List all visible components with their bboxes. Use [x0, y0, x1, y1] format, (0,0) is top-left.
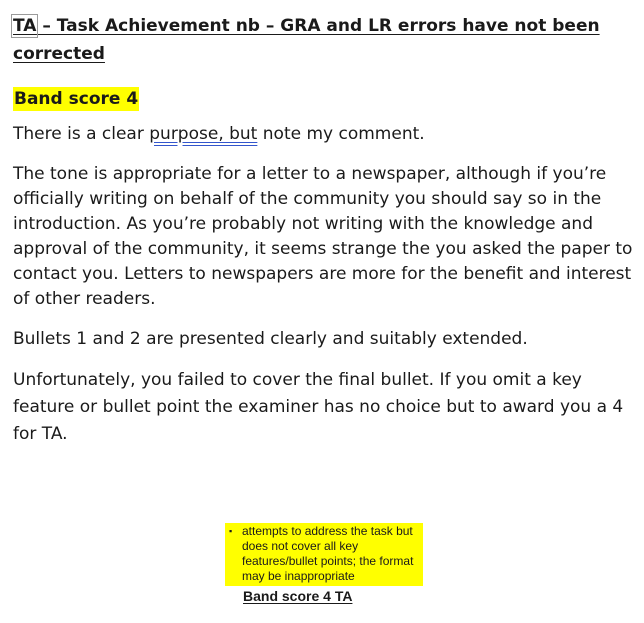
band-score-label: Band score 4: [14, 89, 139, 109]
document-body: [13, 12, 633, 448]
heading-rest: – Task Achievement nb – GRA and LR errors have not been corrected: [13, 16, 600, 64]
band-descriptor-text: attempts to address the task but does not cover all key features/bullet points; the format may be inappropriate: [242, 524, 414, 583]
bullet-icon: ▪: [229, 526, 233, 536]
paragraph-bullets: Bullets 1 and 2 are presented clearly and suitably extended.: [13, 329, 528, 349]
band-descriptor-caption: Band score 4 TA: [243, 588, 353, 604]
paragraph-purpose: [13, 122, 633, 147]
paragraph-purpose-end: note my comment.: [257, 124, 425, 144]
page-heading: [13, 12, 633, 68]
paragraph-tone: The tone is appropriate for a letter to a newspaper, although if you’re officially writing on behalf of the community you should say so in the introduction. As you’re probably not writing with the knowledge and approval of the community, it seems strange the you asked the paper to contact you. Letters to newspapers are more for the benefit and interest of other readers.: [13, 164, 633, 309]
band-descriptor-image: [225, 523, 423, 586]
heading-prefix: TA: [13, 16, 37, 36]
paragraph-purpose-start: There is a clear: [13, 124, 150, 144]
grammar-flagged-text: purpose, but: [149, 124, 258, 144]
paragraph-final-bullet: Unfortunately, you failed to cover the final bullet. If you omit a key feature or bullet point the examiner has no choice but to award you a 4 for TA.: [13, 370, 624, 444]
